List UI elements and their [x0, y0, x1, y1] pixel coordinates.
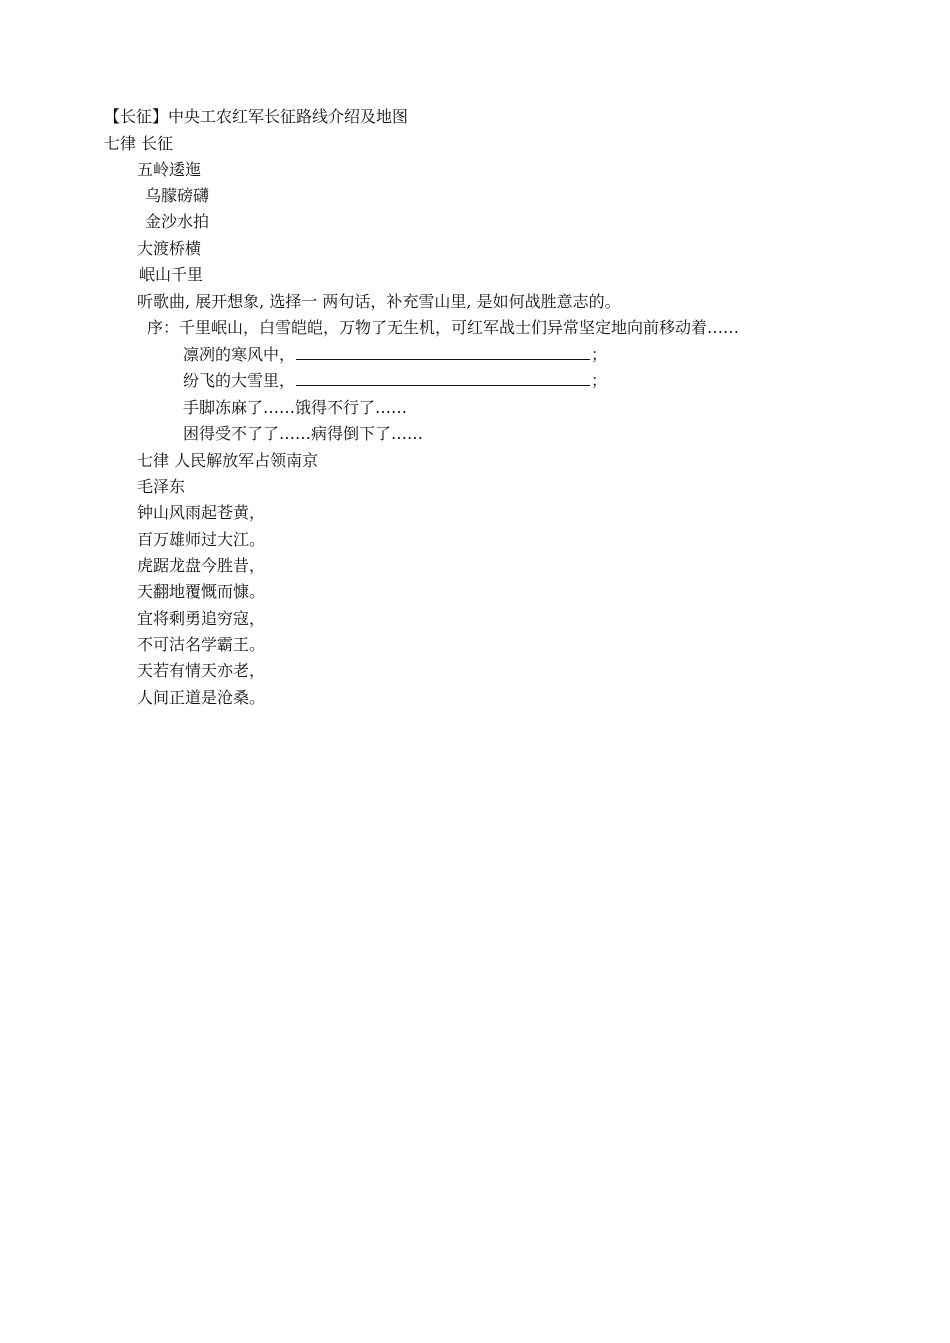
poem2-line: 虎踞龙盘今胜昔， — [137, 556, 266, 575]
fill-in-prefix: 纷飞的大雪里， — [183, 371, 296, 390]
poem2-line: 天若有情天亦老， — [137, 661, 266, 680]
fill-in-blank[interactable] — [296, 345, 590, 360]
poem1-line: 金沙水拍 — [145, 212, 210, 231]
poem2-line: 钟山风雨起苍黄， — [137, 503, 266, 522]
poem2-heading: 七律 人民解放军占领南京 — [137, 451, 319, 470]
document-title: 【长征】中央工农红军长征路线介绍及地图 — [104, 107, 409, 126]
poem1-line: 大渡桥横 — [137, 239, 202, 258]
exercise-instruction: 听歌曲, 展开想象, 选择一 两句话，补充雪山里, 是如何战胜意志的。 — [137, 292, 621, 311]
exercise-line-4: 困得受不了了……病得倒下了…… — [183, 424, 424, 443]
poem2-author: 毛泽东 — [137, 477, 186, 496]
fill-in-blank[interactable] — [296, 371, 590, 386]
poem1-line: 岷山千里 — [139, 265, 204, 284]
poem1-line: 乌朦磅礴 — [145, 186, 210, 205]
exercise-line-3: 手脚冻麻了……饿得不行了…… — [183, 398, 408, 417]
fill-in-suffix: ； — [591, 371, 608, 390]
exercise-preface: 序：千里岷山，白雪皑皑，万物了无生机，可红军战士们异常坚定地向前移动着…… — [147, 318, 740, 337]
fill-in-line-2 — [183, 371, 607, 391]
poem1-heading: 七律 长征 — [104, 134, 174, 153]
poem2-line: 百万雄师过大江。 — [137, 530, 266, 549]
poem2-line: 宜将剩勇追穷寇， — [137, 609, 266, 628]
fill-in-prefix: 凛冽的寒风中， — [183, 345, 296, 364]
poem2-line: 人间正道是沧桑。 — [137, 688, 266, 707]
poem1-line: 五岭逶迤 — [137, 160, 202, 179]
poem2-line: 天翻地覆慨而慷。 — [137, 582, 266, 601]
fill-in-line-1 — [183, 345, 607, 365]
fill-in-suffix: ； — [591, 345, 608, 364]
poem2-line: 不可沽名学霸王。 — [137, 635, 266, 654]
